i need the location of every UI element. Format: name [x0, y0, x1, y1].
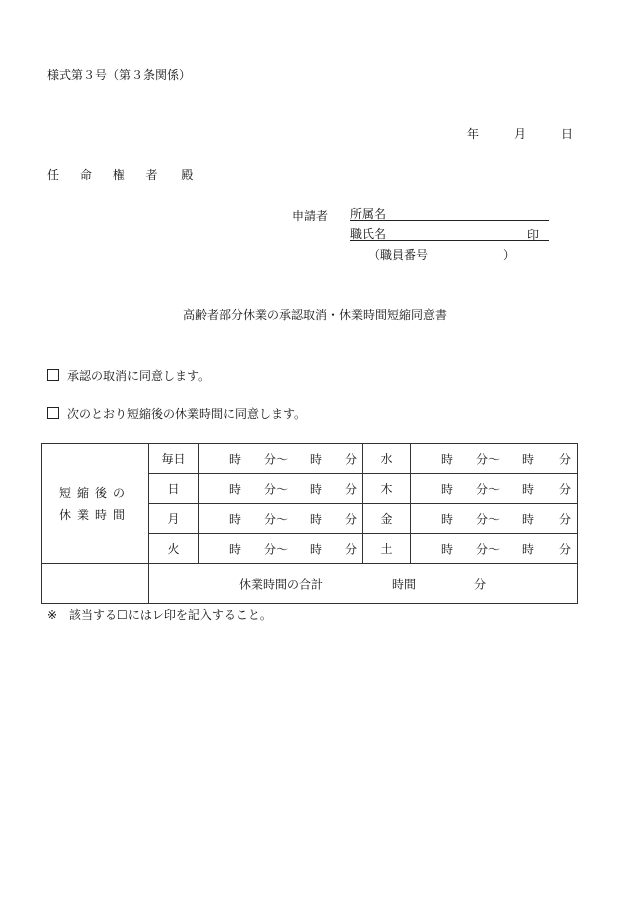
checkbox-shorten-label: 次のとおり短縮後の休業時間に同意します。 — [67, 407, 307, 421]
hour-label: 時 — [522, 452, 535, 466]
day-cell: 火 — [149, 534, 199, 564]
hour-label: 時 — [522, 542, 535, 556]
time-range-cell[interactable] — [411, 444, 578, 474]
addressee-char: 任 — [47, 168, 60, 182]
minute-label: 分 — [559, 542, 572, 556]
form-number: 様式第３号（第３条関係） — [47, 68, 192, 82]
hour-label: 時 — [229, 512, 242, 526]
minute-label: 分 — [345, 542, 358, 556]
checkbox-square[interactable] — [47, 407, 59, 419]
addressee-honorific: 殿 — [181, 168, 194, 182]
addressee-char: 権 — [112, 168, 125, 182]
hour-label: 時 — [441, 452, 454, 466]
addressee-char: 者 — [145, 168, 158, 182]
addressee — [47, 166, 193, 183]
minute-from-label: 分～ — [264, 482, 289, 496]
minute-label: 分 — [559, 512, 572, 526]
row-header — [42, 444, 149, 564]
addressee-char: 命 — [79, 168, 92, 182]
time-range-cell[interactable] — [411, 474, 578, 504]
time-range-cell[interactable] — [411, 534, 578, 564]
day-cell: 土 — [363, 534, 411, 564]
applicant-label: 申請者 — [292, 209, 329, 223]
minute-from-label: 分～ — [264, 452, 289, 466]
total-minutes-unit: 分 — [474, 577, 487, 591]
hour-label: 時 — [441, 512, 454, 526]
day-cell: 金 — [363, 504, 411, 534]
hour-label: 時 — [522, 482, 535, 496]
day-cell: 月 — [149, 504, 199, 534]
date-month-label: 月 — [514, 127, 527, 141]
time-range-cell[interactable] — [199, 474, 363, 504]
checkbox-shorten-hours[interactable] — [47, 405, 306, 422]
document-title: 高齢者部分休業の承認取消・休業時間短縮同意書 — [182, 308, 447, 322]
hour-label: 時 — [441, 482, 454, 496]
employee-number-close: ） — [503, 248, 516, 262]
total-hours-cell[interactable] — [149, 564, 578, 604]
hour-label: 時 — [310, 542, 323, 556]
hour-label: 時 — [229, 482, 242, 496]
name-label: 職氏名 — [350, 227, 387, 241]
hour-label: 時 — [441, 542, 454, 556]
leave-hours-table — [41, 443, 578, 604]
minute-from-label: 分～ — [476, 542, 501, 556]
hour-label: 時 — [522, 512, 535, 526]
affiliation-field[interactable] — [350, 205, 549, 221]
checkbox-cancel-label: 承認の取消に同意します。 — [67, 369, 211, 383]
time-range-cell[interactable] — [199, 534, 363, 564]
day-cell: 木 — [363, 474, 411, 504]
checkbox-square[interactable] — [47, 369, 59, 381]
row-header-line2: 休業時間 — [58, 507, 131, 522]
day-cell: 日 — [149, 474, 199, 504]
row-header-bottom — [42, 564, 149, 604]
time-range-cell[interactable] — [199, 444, 363, 474]
total-label: 休業時間の合計 — [239, 577, 324, 591]
date-day-label: 日 — [561, 127, 574, 141]
minute-label: 分 — [345, 482, 358, 496]
minute-label: 分 — [559, 452, 572, 466]
date-year-label: 年 — [467, 127, 480, 141]
minute-label: 分 — [345, 452, 358, 466]
time-range-cell[interactable] — [411, 504, 578, 534]
day-cell: 水 — [363, 444, 411, 474]
minute-from-label: 分～ — [264, 542, 289, 556]
hour-label: 時 — [310, 482, 323, 496]
stamp-mark: 印 — [527, 228, 540, 242]
minute-from-label: 分～ — [476, 452, 501, 466]
checkbox-cancel-approval[interactable] — [47, 367, 210, 384]
employee-number-label: （職員番号 — [368, 248, 429, 262]
name-field[interactable] — [350, 225, 549, 241]
hour-label: 時 — [310, 512, 323, 526]
hour-label: 時 — [229, 542, 242, 556]
hour-label: 時 — [229, 452, 242, 466]
minute-label: 分 — [345, 512, 358, 526]
footnote: ※ 該当する☐にはレ印を記入すること。 — [47, 608, 272, 622]
row-header-line1: 短縮後の — [58, 485, 131, 500]
minute-from-label: 分～ — [476, 512, 501, 526]
minute-label: 分 — [559, 482, 572, 496]
hour-label: 時 — [310, 452, 323, 466]
time-range-cell[interactable] — [199, 504, 363, 534]
minute-from-label: 分～ — [476, 482, 501, 496]
affiliation-label: 所属名 — [350, 207, 387, 221]
minute-from-label: 分～ — [264, 512, 289, 526]
total-hours-unit: 時間 — [392, 577, 417, 591]
day-cell: 毎日 — [149, 444, 199, 474]
